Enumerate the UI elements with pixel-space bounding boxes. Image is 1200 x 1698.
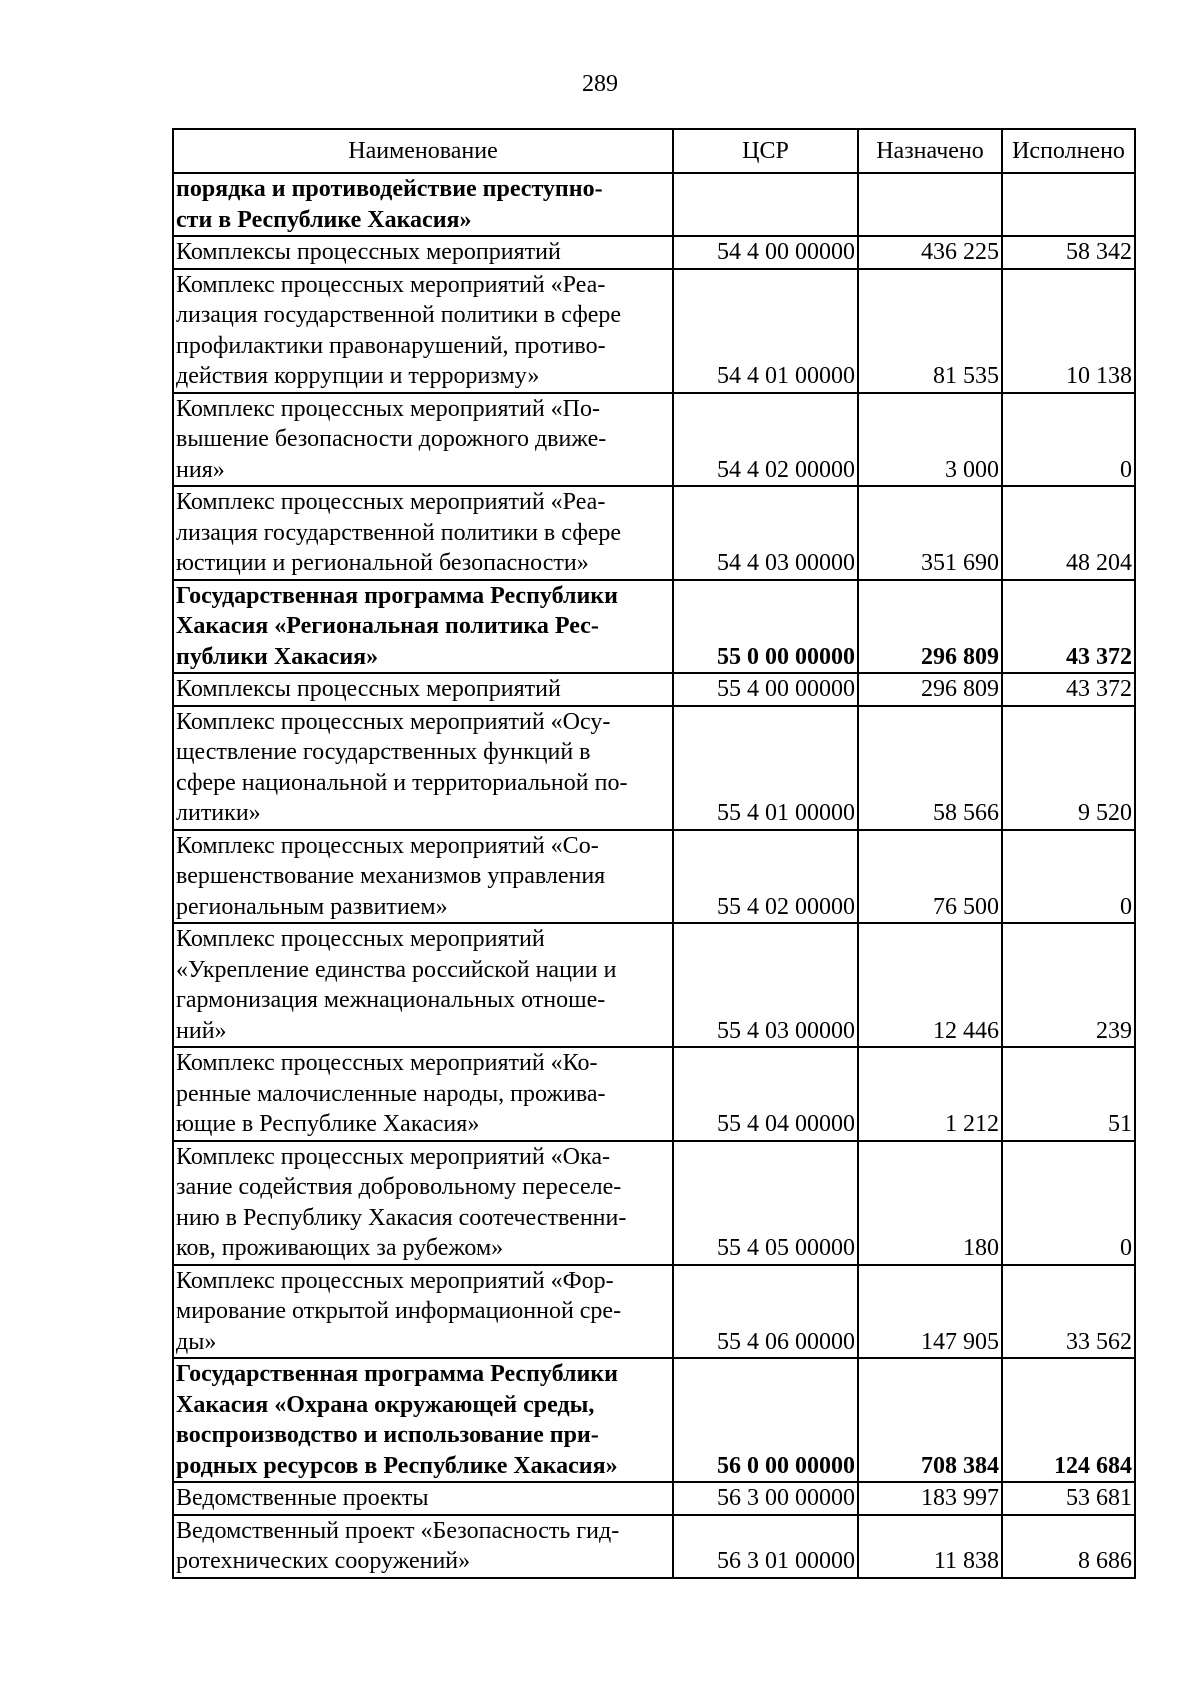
row-name-cell: Комплекс процессных мероприятий «Реа- лизация государственной политики в сфере юстиции и региональной безопасности»: [173, 486, 673, 580]
row-csr-cell: [673, 173, 858, 236]
row-executed-cell: 58 342: [1002, 236, 1135, 269]
row-executed-cell: 9 520: [1002, 706, 1135, 830]
table-row: [173, 1358, 1135, 1482]
table-row: [173, 1515, 1135, 1578]
row-csr-cell: 56 3 01 00000: [673, 1515, 858, 1578]
table-row: [173, 923, 1135, 1047]
row-csr-cell: 55 4 00 00000: [673, 673, 858, 706]
row-name-cell: Государственная программа Республики Хакасия «Региональная политика Рес- публики Хакасия»: [173, 580, 673, 674]
table-row: [173, 269, 1135, 393]
row-csr-cell: 56 0 00 00000: [673, 1358, 858, 1482]
header-assigned: Назначено: [858, 129, 1002, 173]
row-assigned-cell: 76 500: [858, 830, 1002, 924]
row-name-cell: Ведомственный проект «Безопасность гид- ротехнических сооружений»: [173, 1515, 673, 1578]
row-assigned-cell: 180: [858, 1141, 1002, 1265]
row-assigned-cell: 708 384: [858, 1358, 1002, 1482]
row-name-cell: Комплекс процессных мероприятий «Осу- ществление государственных функций в сфере национальной и территориальной по- литики»: [173, 706, 673, 830]
row-csr-cell: 55 4 06 00000: [673, 1265, 858, 1359]
row-executed-cell: 239: [1002, 923, 1135, 1047]
row-executed-cell: 8 686: [1002, 1515, 1135, 1578]
row-name-cell: Комплекс процессных мероприятий «По- вышение безопасности дорожного движе- ния»: [173, 393, 673, 487]
row-executed-cell: [1002, 173, 1135, 236]
header-name: Наименование: [173, 129, 673, 173]
table-row: [173, 706, 1135, 830]
table-row: [173, 580, 1135, 674]
row-csr-cell: 54 4 01 00000: [673, 269, 858, 393]
table-row: [173, 486, 1135, 580]
table-row: [173, 1141, 1135, 1265]
table-row: [173, 236, 1135, 269]
table-row: [173, 1047, 1135, 1141]
row-csr-cell: 55 4 02 00000: [673, 830, 858, 924]
row-assigned-cell: 1 212: [858, 1047, 1002, 1141]
row-assigned-cell: 436 225: [858, 236, 1002, 269]
row-csr-cell: 55 4 03 00000: [673, 923, 858, 1047]
row-executed-cell: 0: [1002, 1141, 1135, 1265]
row-executed-cell: 124 684: [1002, 1358, 1135, 1482]
row-csr-cell: 54 4 02 00000: [673, 393, 858, 487]
table-row: [173, 673, 1135, 706]
row-executed-cell: 0: [1002, 393, 1135, 487]
row-csr-cell: 55 4 01 00000: [673, 706, 858, 830]
table-row: [173, 1265, 1135, 1359]
row-csr-cell: 54 4 03 00000: [673, 486, 858, 580]
row-assigned-cell: 296 809: [858, 673, 1002, 706]
row-name-cell: Комплекс процессных мероприятий «Ко- ренные малочисленные народы, прожива- ющие в Республике Хакасия»: [173, 1047, 673, 1141]
row-executed-cell: 33 562: [1002, 1265, 1135, 1359]
budget-table: [172, 128, 1136, 1579]
row-assigned-cell: 11 838: [858, 1515, 1002, 1578]
header-csr: ЦСР: [673, 129, 858, 173]
page-number: 289: [582, 71, 618, 97]
row-csr-cell: 56 3 00 00000: [673, 1482, 858, 1515]
header-executed: Исполнено: [1002, 129, 1135, 173]
table-row: [173, 830, 1135, 924]
row-name-cell: Ведомственные проекты: [173, 1482, 673, 1515]
row-name-cell: Комплексы процессных мероприятий: [173, 236, 673, 269]
table-row: [173, 1482, 1135, 1515]
row-assigned-cell: [858, 173, 1002, 236]
row-executed-cell: 53 681: [1002, 1482, 1135, 1515]
row-csr-cell: 55 0 00 00000: [673, 580, 858, 674]
row-name-cell: Комплекс процессных мероприятий «Со- вершенствование механизмов управления региональным развитием»: [173, 830, 673, 924]
row-assigned-cell: 12 446: [858, 923, 1002, 1047]
row-assigned-cell: 147 905: [858, 1265, 1002, 1359]
row-name-cell: Государственная программа Республики Хакасия «Охрана окружающей среды, воспроизводство и использование при- родных ресурсов в Республике Хакасия»: [173, 1358, 673, 1482]
row-executed-cell: 43 372: [1002, 673, 1135, 706]
row-assigned-cell: 296 809: [858, 580, 1002, 674]
row-executed-cell: 10 138: [1002, 269, 1135, 393]
row-name-cell: Комплекс процессных мероприятий «Реа- лизация государственной политики в сфере профилактики правонарушений, противо- действия коррупции и терроризму»: [173, 269, 673, 393]
table-row: [173, 173, 1135, 236]
row-name-cell: Комплекс процессных мероприятий «Ока- зание содействия добровольному переселе- нию в Республику Хакасия соотечественни- ков, проживающих за рубежом»: [173, 1141, 673, 1265]
row-name-cell: Комплекс процессных мероприятий «Фор- мирование открытой информационной сре- ды»: [173, 1265, 673, 1359]
table-body: [173, 173, 1135, 1578]
row-executed-cell: 51: [1002, 1047, 1135, 1141]
row-assigned-cell: 183 997: [858, 1482, 1002, 1515]
row-name-cell: порядка и противодействие преступно- сти в Республике Хакасия»: [173, 173, 673, 236]
row-csr-cell: 55 4 05 00000: [673, 1141, 858, 1265]
row-assigned-cell: 351 690: [858, 486, 1002, 580]
row-executed-cell: 48 204: [1002, 486, 1135, 580]
row-assigned-cell: 58 566: [858, 706, 1002, 830]
row-executed-cell: 43 372: [1002, 580, 1135, 674]
row-assigned-cell: 81 535: [858, 269, 1002, 393]
row-csr-cell: 54 4 00 00000: [673, 236, 858, 269]
row-name-cell: Комплекс процессных мероприятий «Укрепление единства российской нации и гармонизация межнациональных отноше- ний»: [173, 923, 673, 1047]
row-assigned-cell: 3 000: [858, 393, 1002, 487]
table-header-row: [173, 129, 1135, 173]
table-row: [173, 393, 1135, 487]
row-csr-cell: 55 4 04 00000: [673, 1047, 858, 1141]
row-executed-cell: 0: [1002, 830, 1135, 924]
row-name-cell: Комплексы процессных мероприятий: [173, 673, 673, 706]
